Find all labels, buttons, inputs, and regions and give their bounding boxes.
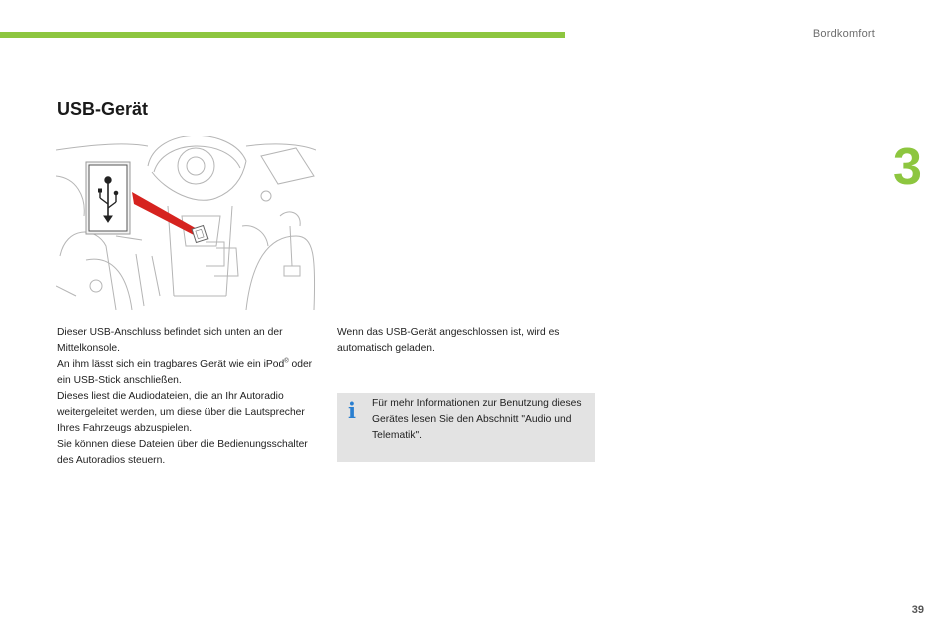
info-icon: i — [348, 398, 356, 423]
info-text: Für mehr Informationen zur Benutzung dieses Gerätes lesen Sie den Abschnitt "Audio und Telematik". — [372, 398, 582, 441]
chapter-number: 3 — [893, 138, 922, 196]
usb-charging-note — [337, 325, 597, 357]
info-box — [337, 393, 595, 462]
usb-description — [57, 325, 327, 469]
registered-mark: ® — [284, 358, 289, 365]
page-number: 39 — [911, 604, 924, 616]
usb-port-illustration — [56, 136, 316, 310]
paragraph: Sie können diese Dateien über die Bedienungsschalter des Autoradios steuern. — [57, 439, 308, 466]
paragraph: Wenn das USB-Gerät angeschlossen ist, wird es automatisch geladen. — [337, 327, 560, 354]
paragraph: Dieses liest die Audiodateien, die an Ihr Autoradio weitergeleitet werden, um diese über die Lautsprecher Ihres Fahrzeugs abzuspielen. — [57, 391, 305, 434]
paragraph: An ihm lässt sich ein tragbares Gerät wie ein iPod® oder ein USB-Stick anschließen. — [57, 358, 313, 386]
page-title: USB-Gerät — [57, 99, 149, 119]
section-label: Bordkomfort — [812, 28, 875, 40]
paragraph: Dieser USB-Anschluss befindet sich unten an der Mittelkonsole. — [57, 327, 283, 354]
accent-bar — [0, 32, 565, 38]
